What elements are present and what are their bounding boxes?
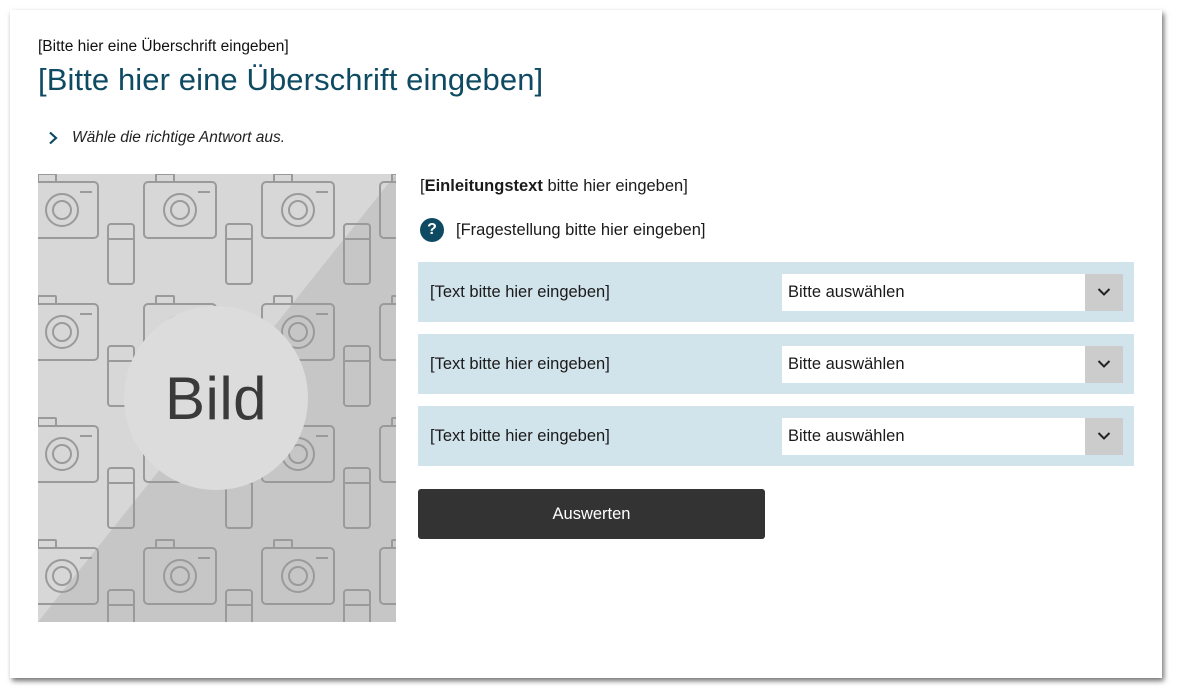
answer-select[interactable] bbox=[782, 418, 1123, 455]
chevron-right-icon bbox=[46, 131, 60, 145]
image-placeholder bbox=[38, 174, 396, 622]
question-circle-icon: ? bbox=[420, 218, 444, 242]
answer-row bbox=[418, 262, 1134, 322]
select-value: Bitte auswählen bbox=[788, 282, 905, 301]
image-label: Bild bbox=[164, 364, 268, 432]
answer-row-label: [Text bitte hier eingeben] bbox=[430, 282, 610, 301]
chevron-down-icon[interactable] bbox=[1085, 346, 1123, 383]
instruction-text: Wähle die richtige Antwort aus. bbox=[72, 129, 286, 146]
answer-rows bbox=[418, 262, 1134, 478]
question bbox=[420, 218, 706, 242]
answer-row bbox=[418, 334, 1134, 394]
answer-row-label: [Text bitte hier eingeben] bbox=[430, 354, 610, 373]
instruction bbox=[46, 129, 285, 147]
intro-text bbox=[420, 177, 688, 196]
intro-bold: Einleitungstext bbox=[424, 177, 543, 195]
answer-row-label: [Text bitte hier eingeben] bbox=[430, 426, 610, 445]
intro-open-bracket: [ bbox=[420, 177, 425, 195]
chevron-down-icon[interactable] bbox=[1085, 274, 1123, 311]
answer-select[interactable] bbox=[782, 274, 1123, 311]
question-text: [Fragestellung bitte hier eingeben] bbox=[456, 220, 706, 239]
answer-select[interactable] bbox=[782, 346, 1123, 383]
exercise-card bbox=[10, 10, 1162, 678]
chevron-down-icon[interactable] bbox=[1085, 418, 1123, 455]
select-value: Bitte auswählen bbox=[788, 354, 905, 373]
intro-rest: bitte hier eingeben] bbox=[542, 177, 688, 195]
image-label-circle bbox=[124, 306, 308, 490]
eyebrow-heading: [Bitte hier eine Überschrift eingeben] bbox=[38, 38, 289, 55]
page-title: [Bitte hier eine Überschrift eingeben] bbox=[38, 62, 544, 97]
evaluate-button[interactable]: Auswerten bbox=[418, 489, 765, 539]
answer-row bbox=[418, 406, 1134, 466]
select-value: Bitte auswählen bbox=[788, 426, 905, 445]
